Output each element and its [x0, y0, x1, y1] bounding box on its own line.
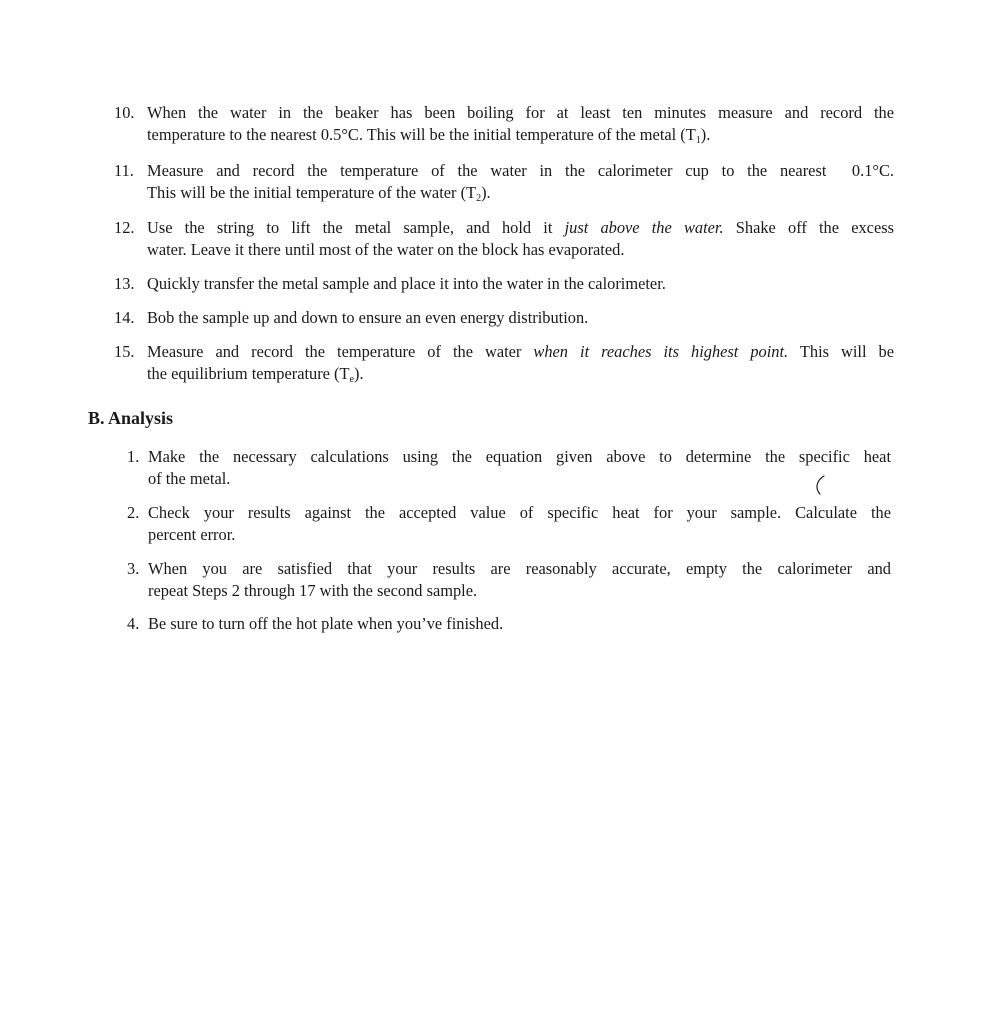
- item-number: 13.: [114, 274, 135, 293]
- item-number: 2.: [127, 503, 140, 522]
- item-text: [147, 160, 894, 204]
- item-text: [147, 341, 894, 385]
- subscript: 2: [476, 193, 482, 204]
- item-text: [147, 102, 894, 146]
- item-line: When the water in the beaker has been boiling for at least ten minutes measure and record the: [147, 103, 894, 122]
- item-line-text: Measure and record the temperature of the water: [147, 342, 534, 361]
- item-text: [147, 273, 894, 295]
- item-line: [147, 182, 894, 204]
- item-line: When you are satisfied that your results are reasonably accurate, empty the calorimeter and: [148, 559, 891, 578]
- item-line: percent error.: [148, 525, 236, 544]
- procedure-item-15: [114, 341, 894, 385]
- item-line-emphasis: just above the water.: [564, 218, 724, 237]
- item-number: 11.: [114, 161, 134, 180]
- item-line-emphasis: when it reaches its highest point.: [533, 342, 789, 361]
- item-number: 4.: [127, 614, 140, 633]
- item-line-text: Shake off the excess: [723, 218, 894, 237]
- analysis-item-3: [127, 558, 891, 602]
- section-heading: B. Analysis: [88, 408, 174, 428]
- item-line: [147, 341, 894, 363]
- analysis-item-4: [127, 613, 891, 635]
- item-line-text: the equilibrium temperature (T: [147, 364, 350, 383]
- item-line-text: Use the string to lift the metal sample, and hold it: [147, 218, 565, 237]
- item-text: [147, 217, 894, 261]
- item-line: repeat Steps 2 through 17 with the second sample.: [148, 581, 478, 600]
- item-line: Check your results against the accepted value of specific heat for your sample. Calculate the: [148, 503, 891, 522]
- item-text: [148, 502, 891, 546]
- item-line: Make the necessary calculations using the equation given above to determine the specific heat: [148, 447, 891, 466]
- procedure-item-14: [114, 307, 894, 329]
- item-number: 10.: [114, 103, 135, 122]
- item-line-text: ).: [481, 183, 491, 202]
- procedure-item-12: [114, 217, 894, 261]
- item-number: 3.: [127, 559, 140, 578]
- item-line-text: temperature to the nearest 0.5°C. This will be the initial temperature of the metal (T: [147, 125, 696, 144]
- item-line: Bob the sample up and down to ensure an even energy distribution.: [147, 308, 589, 327]
- item-line-text: This will be the initial temperature of the water (T: [147, 183, 477, 202]
- item-line: [147, 363, 894, 385]
- analysis-item-2: [127, 502, 891, 546]
- item-line: [147, 217, 894, 239]
- procedure-item-13: [114, 273, 894, 295]
- handwritten-check-mark: [812, 473, 828, 497]
- item-line-text: ).: [700, 125, 711, 144]
- item-number: 15.: [114, 342, 135, 361]
- item-line: Quickly transfer the metal sample and place it into the water in the calorimeter.: [147, 274, 666, 293]
- item-line: water. Leave it there until most of the water on the block has evaporated.: [147, 240, 625, 259]
- subscript: e: [349, 374, 354, 385]
- procedure-item-10: [114, 102, 894, 146]
- item-text: [148, 446, 891, 490]
- item-number: 14.: [114, 308, 135, 327]
- item-text: [148, 613, 891, 635]
- item-number: 12.: [114, 218, 135, 237]
- item-line: of the metal.: [148, 469, 231, 488]
- item-line: Be sure to turn off the hot plate when you’ve finished.: [148, 614, 504, 633]
- item-number: 1.: [127, 447, 140, 466]
- procedure-item-11: [114, 160, 894, 204]
- item-line-text: This will be: [788, 342, 894, 361]
- item-line: [147, 124, 894, 146]
- item-text: [147, 307, 894, 329]
- item-line: Measure and record the temperature of the water in the calorimeter cup to the nearest 0.1°C.: [147, 161, 894, 180]
- analysis-item-1: [127, 446, 891, 490]
- item-line-text: ).: [353, 364, 364, 383]
- subscript: 1: [695, 135, 701, 146]
- item-text: [148, 558, 891, 602]
